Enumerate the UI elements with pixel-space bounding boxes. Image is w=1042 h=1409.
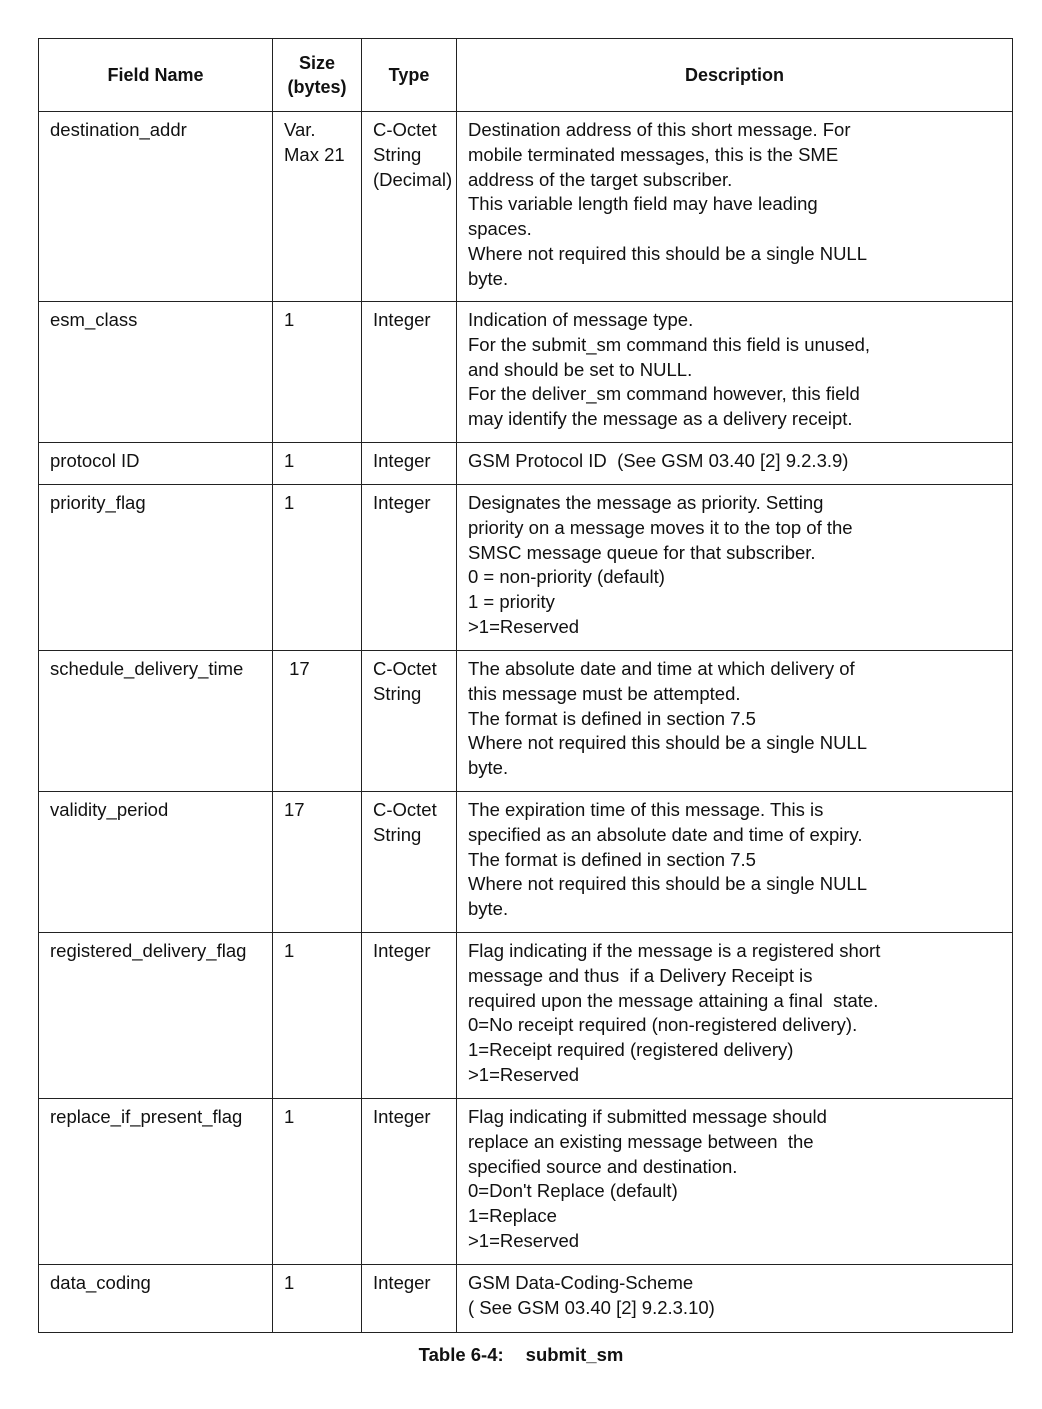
description-line: 0 = non-priority (default) — [468, 566, 665, 588]
table-row — [39, 792, 1013, 933]
size-line: 1 — [284, 940, 295, 961]
size-line: 1 — [284, 492, 295, 513]
description-line: address of the target subscriber. — [468, 168, 733, 190]
description-line: 1=Replace — [468, 1205, 557, 1227]
cell-description — [457, 1265, 1013, 1333]
description-line: 1=Receipt required (registered delivery) — [468, 1039, 794, 1061]
field-name-text: destination_addr — [50, 119, 187, 140]
header-type: Type — [362, 39, 457, 112]
description-line: This variable length field may have leading — [468, 193, 818, 215]
table-row — [39, 651, 1013, 792]
description-line: For the submit_sm command this field is unused, — [468, 333, 871, 355]
size-line: 17 — [284, 658, 310, 679]
description-line: Destination address of this short message. For — [468, 119, 851, 140]
size-line: 17 — [284, 799, 305, 820]
type-line: Integer — [373, 940, 431, 961]
header-size-line1: Size — [298, 53, 336, 73]
field-name-text: replace_if_present_flag — [50, 1106, 243, 1127]
header-size-line2: (bytes) — [287, 77, 347, 97]
table-row — [39, 302, 1013, 443]
size-line: Var. — [284, 119, 316, 140]
description-line: Flag indicating if submitted message should — [468, 1106, 827, 1127]
cell-field-name — [39, 485, 273, 651]
cell-description — [457, 792, 1013, 933]
type-line: C-Octet — [373, 799, 437, 820]
size-line: 1 — [284, 309, 295, 330]
description-line: ( See GSM 03.40 [2] 9.2.3.10) — [468, 1296, 715, 1318]
cell-size — [273, 112, 362, 302]
table-row — [39, 933, 1013, 1099]
type-line: C-Octet — [373, 658, 437, 679]
cell-description — [457, 112, 1013, 302]
cell-field-name — [39, 792, 273, 933]
description-line: GSM Data-Coding-Scheme — [468, 1272, 694, 1293]
description-line: The expiration time of this message. This is — [468, 799, 824, 820]
header-field-name: Field Name — [39, 39, 273, 112]
description-line: 1 = priority — [468, 591, 555, 613]
field-name-text: registered_delivery_flag — [50, 940, 247, 961]
cell-type — [362, 792, 457, 933]
description-line: this message must be attempted. — [468, 682, 741, 704]
description-line: priority on a message moves it to the top of the — [468, 516, 853, 538]
description-line: >1=Reserved — [468, 1063, 580, 1085]
description-line: Where not required this should be a single NULL — [468, 242, 868, 264]
description-line: >1=Reserved — [468, 1229, 580, 1251]
cell-description — [457, 302, 1013, 443]
description-line: The absolute date and time at which delivery of — [468, 658, 855, 679]
cell-description — [457, 485, 1013, 651]
type-line: Integer — [373, 492, 431, 513]
type-line: (Decimal) — [373, 168, 453, 190]
field-name-text: protocol ID — [50, 450, 140, 471]
table-row — [39, 1265, 1013, 1333]
description-line: Where not required this should be a single NULL — [468, 873, 868, 895]
description-line: 0=Don't Replace (default) — [468, 1180, 678, 1202]
cell-field-name — [39, 443, 273, 485]
description-line: SMSC message queue for that subscriber. — [468, 541, 816, 563]
cell-field-name — [39, 651, 273, 792]
table-row — [39, 112, 1013, 302]
cell-type — [362, 1099, 457, 1265]
description-line: GSM Protocol ID (See GSM 03.40 [2] 9.2.3.9) — [468, 450, 849, 471]
cell-size — [273, 651, 362, 792]
description-line: specified as an absolute date and time of expiry. — [468, 823, 863, 845]
cell-field-name — [39, 1099, 273, 1265]
description-line: For the deliver_sm command however, this field — [468, 383, 860, 405]
type-line: Integer — [373, 309, 431, 330]
header-size — [273, 39, 362, 112]
cell-field-name — [39, 302, 273, 443]
cell-description — [457, 1099, 1013, 1265]
field-name-text: data_coding — [50, 1272, 151, 1293]
field-name-text: validity_period — [50, 799, 169, 820]
field-name-text: esm_class — [50, 309, 138, 330]
cell-size — [273, 485, 362, 651]
description-line: spaces. — [468, 218, 532, 240]
cell-type — [362, 1265, 457, 1333]
description-line: required upon the message attaining a final state. — [468, 989, 879, 1011]
table-row — [39, 443, 1013, 485]
field-name-text: priority_flag — [50, 492, 146, 513]
description-line: >1=Reserved — [468, 615, 580, 637]
description-line: byte. — [468, 757, 509, 779]
description-line: byte. — [468, 267, 509, 289]
submit-sm-table — [38, 38, 1013, 1333]
field-name-text: schedule_delivery_time — [50, 658, 244, 679]
size-line: 1 — [284, 1272, 295, 1293]
description-line: The format is defined in section 7.5 — [468, 707, 756, 729]
cell-field-name — [39, 1265, 273, 1333]
type-line: String — [373, 823, 422, 845]
cell-type — [362, 933, 457, 1099]
description-line: The format is defined in section 7.5 — [468, 848, 756, 870]
description-line: replace an existing message between the — [468, 1130, 814, 1152]
size-line: Max 21 — [284, 143, 345, 165]
cell-description — [457, 443, 1013, 485]
description-line: and should be set to NULL. — [468, 358, 693, 380]
cell-type — [362, 443, 457, 485]
cell-description — [457, 651, 1013, 792]
description-line: Designates the message as priority. Setting — [468, 492, 824, 513]
table-body — [39, 112, 1013, 1333]
description-line: specified source and destination. — [468, 1155, 738, 1177]
table-header-row — [39, 39, 1013, 112]
description-line: mobile terminated messages, this is the SME — [468, 143, 839, 165]
cell-size — [273, 1265, 362, 1333]
description-line: Where not required this should be a single NULL — [468, 732, 868, 754]
description-line: byte. — [468, 898, 509, 920]
description-line: Indication of message type. — [468, 309, 694, 330]
type-line: Integer — [373, 1106, 431, 1127]
size-line: 1 — [284, 450, 295, 471]
type-line: String — [373, 143, 422, 165]
table-row — [39, 1099, 1013, 1265]
size-line: 1 — [284, 1106, 295, 1127]
table-caption — [0, 1344, 1042, 1366]
header-description: Description — [457, 39, 1013, 112]
description-line: Flag indicating if the message is a registered short — [468, 940, 881, 961]
description-line: may identify the message as a delivery receipt. — [468, 408, 853, 430]
cell-size — [273, 443, 362, 485]
cell-size — [273, 1099, 362, 1265]
description-line: 0=No receipt required (non-registered delivery). — [468, 1014, 858, 1036]
cell-field-name — [39, 933, 273, 1099]
type-line: C-Octet — [373, 119, 437, 140]
cell-description — [457, 933, 1013, 1099]
table-row — [39, 485, 1013, 651]
cell-type — [362, 112, 457, 302]
caption-title: submit_sm — [525, 1344, 624, 1365]
type-line: Integer — [373, 450, 431, 471]
cell-size — [273, 302, 362, 443]
cell-size — [273, 933, 362, 1099]
cell-field-name — [39, 112, 273, 302]
cell-type — [362, 485, 457, 651]
cell-type — [362, 651, 457, 792]
caption-label: Table 6-4: — [418, 1344, 504, 1365]
type-line: String — [373, 682, 422, 704]
description-line: message and thus if a Delivery Receipt is — [468, 964, 813, 986]
type-line: Integer — [373, 1272, 431, 1293]
cell-type — [362, 302, 457, 443]
cell-size — [273, 792, 362, 933]
